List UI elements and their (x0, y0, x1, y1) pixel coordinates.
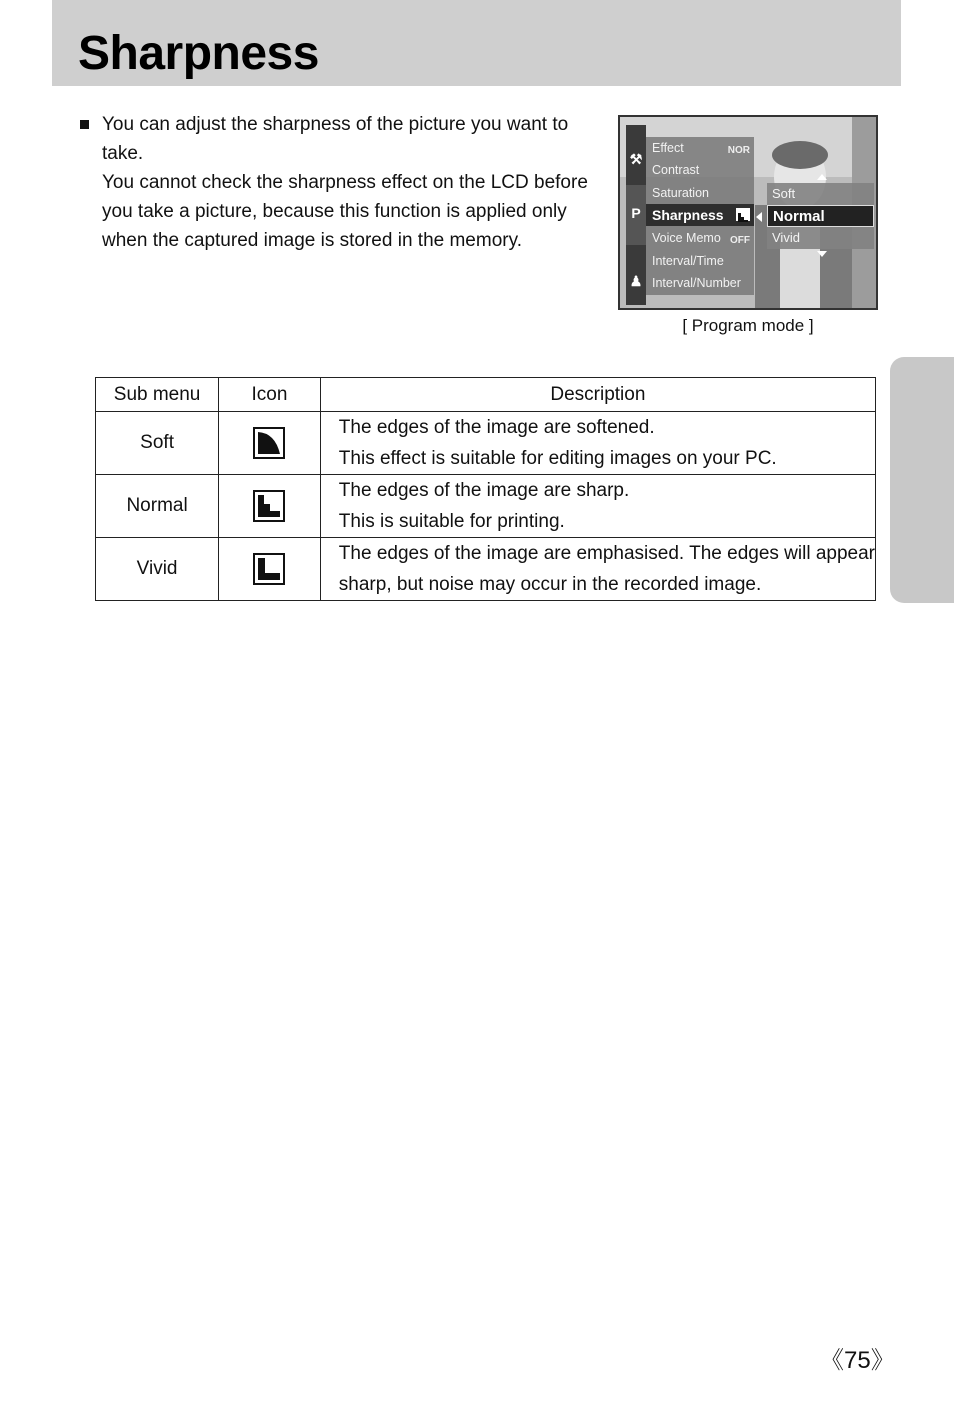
row-description-line: The edges of the image are sharp. (338, 480, 630, 501)
tools-icon: ⚒ (629, 151, 643, 167)
camera-menu-item-label: Saturation (652, 186, 709, 200)
submenu-item-normal[interactable]: Normal (767, 205, 874, 227)
camera-menu-item-effect[interactable] (646, 137, 754, 159)
submenu-item-soft[interactable]: Soft (772, 186, 796, 201)
sharpness-table (95, 377, 876, 601)
camera-menu-item-label: Interval/Number (652, 276, 741, 290)
table-row (96, 538, 876, 601)
page-title: Sharpness (78, 27, 319, 80)
screen-caption: [ Program mode ] (682, 316, 814, 335)
vivid-sharpness-icon (253, 553, 285, 585)
page-number: 《75》 (820, 1347, 895, 1374)
bullet-square-icon (80, 120, 89, 129)
table-row (96, 412, 876, 475)
intro-paragraph (80, 110, 610, 255)
arrow-down-icon (817, 251, 827, 257)
row-description-line: The edges of the image are softened. (338, 417, 655, 438)
arrow-up-icon (817, 174, 827, 180)
camera-menu-item-interval-number[interactable] (646, 272, 754, 294)
camera-menu-item-label: Interval/Time (652, 254, 724, 268)
row-name: Vivid (96, 538, 219, 601)
camera-menu (646, 137, 754, 295)
camera-menu-item-label: Voice Memo (652, 231, 721, 245)
row-name: Soft (96, 412, 219, 475)
intro-line-2: You cannot check the sharpness effect on the LCD before (102, 172, 588, 193)
normal-sharpness-icon (253, 490, 285, 522)
camera-menu-item-label: Sharpness (652, 207, 724, 223)
camera-menu-item-contrast[interactable] (646, 159, 754, 181)
intro-line-3: you take a picture, because this function is applied only (102, 201, 567, 222)
header-sub-menu: Sub menu (96, 378, 219, 412)
header-icon: Icon (219, 378, 321, 412)
row-description-line: This effect is suitable for editing images on your PC. (338, 448, 777, 469)
camera-menu-item-sharpness[interactable] (646, 204, 754, 226)
camera-menu-item-label: Effect (652, 141, 684, 155)
sharpness-submenu (767, 183, 874, 249)
camera-screen (618, 115, 878, 310)
camera-mode-strip (626, 125, 646, 305)
row-name: Normal (96, 475, 219, 538)
row-description-line: The edges of the image are emphasised. The edges will appear (338, 543, 875, 564)
effect-value: NOR (727, 145, 750, 156)
normal-sharpness-icon (736, 208, 750, 221)
table-row (96, 475, 876, 538)
camera-menu-item-interval-time[interactable] (646, 250, 754, 272)
camera-menu-item-voice-memo[interactable] (646, 227, 754, 249)
program-mode-tab (626, 185, 646, 245)
person-icon: ♟ (629, 273, 643, 289)
row-description-line: sharp, but noise may occur in the recorded image. (338, 574, 762, 595)
intro-line-1: You can adjust the sharpness of the picture you want to take. (102, 114, 569, 164)
voice-memo-value: OFF (730, 235, 750, 246)
program-mode-letter: P (631, 205, 641, 221)
arrow-left-icon (756, 212, 762, 222)
row-description-line: This is suitable for printing. (338, 511, 565, 532)
soft-sharpness-icon (253, 427, 285, 459)
camera-menu-item-label: Contrast (652, 163, 700, 177)
side-tab (890, 357, 954, 603)
submenu-item-vivid[interactable]: Vivid (772, 230, 800, 245)
camera-menu-item-saturation[interactable] (646, 182, 754, 204)
header-band (52, 0, 901, 86)
intro-line-4: when the captured image is stored in the memory. (102, 230, 522, 251)
header-description: Description (320, 378, 875, 412)
